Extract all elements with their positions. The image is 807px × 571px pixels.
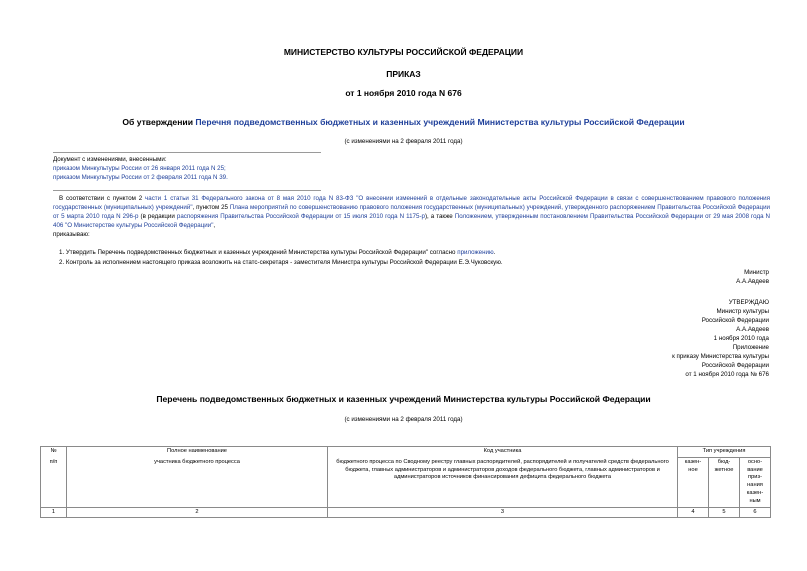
col-name-sub: участника бюджетного процесса [154,458,240,465]
col-type-header: Тип учреждения [678,447,771,458]
type-state-header: казен- ное [678,457,709,507]
preamble-text-b: , пунктом 25 [192,204,230,211]
approval-line: к приказу Министерства культуры [672,353,769,360]
preamble-paragraph [53,194,770,239]
type-basis-header: осно- вание приз- нания казен- ным [740,457,771,507]
approval-line: УТВЕРЖДАЮ [728,299,769,306]
col-number-1: 1 [41,507,67,518]
changes-note: (с изменениями на 2 февраля 2011 года) [344,138,463,145]
appendix-link[interactable]: приложению [457,249,494,256]
order-item-1-text: 1. Утвердить Перечень подведомственных бюджетных и казенных учреждений Министерства культуры Российской Федерации" согласно [59,249,458,256]
amendments-heading: Документ с изменениями, внесенными: [53,156,167,163]
table-header-row [41,447,771,458]
amendment-link-2[interactable]: приказом Минкультуры России от 2 февраля 2011 года N 39. [53,174,228,181]
approval-line: Приложение [732,344,769,351]
document-title-prefix: Об утверждении [122,117,196,127]
approval-line: Российской Федерации [701,362,769,369]
order-1175r-link[interactable]: распоряжения Правительства Российской Федерации от 15 июля 2010 года N 1175-р [176,213,425,220]
divider-top [53,152,321,153]
document-title-link[interactable]: Перечня подведомственных бюджетных и казенных учреждений Министерства культуры Российской Федерации [195,117,685,127]
law-83fz-link[interactable]: части 1 статьи 31 Федерального закона от 8 мая 2010 года N 83-ФЗ "О внесении изменений в отдельные законодательные акты Российской Федерации в связи с совершенствованием правового положения государственных (муниципальных) учреждений" [53,195,770,211]
plan-link[interactable]: Плана мероприятий по совершенствованию правового положения государственных (муниципальных) учреждений, утвержденного распоряжением Правительства Российской Федерации от 5 марта 2010 года N 296-р [53,204,770,220]
signature-name: А.А.Авдеев [736,278,769,285]
approval-line: А.А.Авдеев [736,326,769,333]
preamble-text-a: В соответствии с пунктом 2 [59,195,146,202]
approval-line: Министр культуры [716,308,769,315]
order-item-2: 2. Контроль за исполнением настоящего приказа возложить на статс-секретаря - заместителя Министра культуры Российской Федерации Е.Э.Чуковскую. [59,259,503,266]
amendments-box [53,155,453,182]
col-code-header [328,447,678,508]
doc-type-heading: ПРИКАЗ [386,69,421,79]
col-number-4: 4 [678,507,709,518]
col-name-label: Полное наименование [167,448,227,454]
institutions-table [40,446,771,518]
col-number-5: 5 [709,507,740,518]
order-item-1 [53,248,770,257]
document-title [0,117,807,127]
approval-line: 1 ноября 2010 года [713,335,769,342]
ministry-heading: МИНИСТЕРСТВО КУЛЬТУРЫ РОССИЙСКОЙ ФЕДЕРАЦИИ [283,47,524,57]
col-number-6: 6 [740,507,771,518]
table-row [41,507,771,518]
appendix-title: Перечень подведомственных бюджетных и казенных учреждений Министерства культуры Российской Федерации [156,394,651,404]
col-number-3: 3 [328,507,678,518]
preamble-text-c: (в редакции [138,213,177,220]
approval-line: от 1 ноября 2010 года № 676 [685,371,769,378]
divider-bottom [53,190,321,191]
regulation-link[interactable]: Положением, утвержденным постановлением Правительства Российской Федерации от 29 мая 2008 года N 406 "О Министерстве культуры Российской Федерации" [53,213,771,229]
col-no-sub: п/п [49,458,58,465]
preamble-text-e: , [213,222,216,229]
signature-block [736,268,769,286]
order-item-1-end: . [493,249,496,256]
col-no-header [41,447,67,508]
amendment-link-1[interactable]: приказом Минкультуры России от 26 января 2011 года N 25; [53,165,226,172]
col-code-sub: бюджетного процесса по Сводному реестру главных распорядителей, распорядителей и получателей средств федерального бюджета, главных администраторов и администраторов доходов федерального бюджета, главных администраторов и администраторов источников финансирования дефицита федерального бюджета [336,458,669,481]
order-verb: приказываю: [53,231,90,238]
type-budget-header: бюд- жетное [709,457,740,507]
order-date-number: от 1 ноября 2010 года N 676 [345,88,462,98]
col-name-header [67,447,328,508]
col-number-2: 2 [67,507,328,518]
signature-role: Министр [744,269,769,276]
col-no-label: № [50,448,57,454]
approval-block [672,298,769,379]
appendix-changes-note: (с изменениями на 2 февраля 2011 года) [344,416,463,423]
approval-line: Российской Федерации [701,317,769,324]
col-code-label: Код участника [483,448,522,454]
preamble-text-d: ), а также [424,213,455,220]
